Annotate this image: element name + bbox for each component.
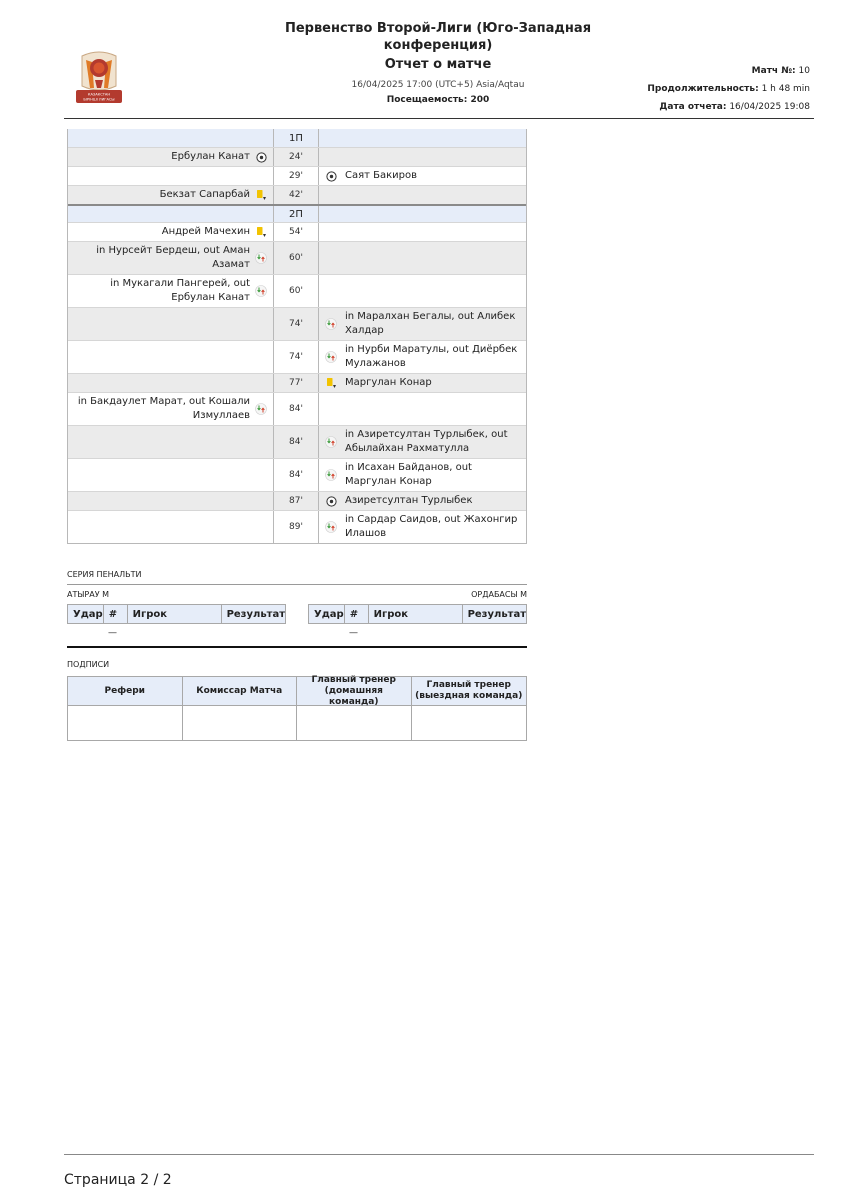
col-shot: Удар	[309, 605, 345, 623]
event-home-text: Ербулан Канат	[171, 151, 250, 162]
period-label: 2П	[273, 206, 319, 222]
event-minute: 29'	[273, 167, 319, 185]
match-duration	[647, 80, 810, 98]
event-away-cell	[319, 393, 526, 425]
report-date	[647, 98, 810, 116]
attendance	[264, 95, 612, 105]
event-home-cell	[68, 492, 273, 510]
event-row	[68, 340, 526, 373]
event-row	[68, 510, 526, 543]
signatures-table	[67, 676, 527, 741]
event-away-cell	[319, 426, 526, 458]
penalty-home-empty: —	[108, 628, 117, 638]
duration-label: Продолжительность:	[647, 84, 759, 94]
event-minute: 74'	[273, 341, 319, 373]
sig-cell-commissioner	[183, 706, 298, 740]
penalty-away-table-header	[308, 604, 527, 624]
col-shot: Удар	[68, 605, 104, 623]
event-row	[68, 392, 526, 425]
attendance-label: Посещаемость:	[386, 95, 468, 105]
goal-icon	[325, 495, 337, 507]
event-away-text: Азиретсултан Турлыбек	[345, 495, 473, 506]
event-home-text: in Нурсейт Бердеш, out Аман Азамат	[96, 245, 250, 270]
event-away-cell	[319, 308, 526, 340]
event-home-cell	[68, 341, 273, 373]
event-row	[68, 222, 526, 241]
match-number	[647, 62, 810, 80]
event-row	[68, 373, 526, 392]
title-block	[264, 20, 612, 105]
event-away-text: Саят Бакиров	[345, 170, 418, 181]
duration-value: 1 h 48 min	[761, 84, 810, 94]
event-minute: 84'	[273, 393, 319, 425]
event-home-cell	[68, 393, 273, 425]
event-away-text: in Азиретсултан Турлыбек, out Абылайхан Рахматулла	[345, 429, 508, 454]
event-away-cell	[319, 374, 526, 392]
event-home-cell	[68, 374, 273, 392]
report-title: Первенство Второй-Лиги (Юго-Западная конференция)	[284, 21, 592, 53]
event-home-cell	[68, 167, 273, 185]
yellow-card-icon	[255, 189, 267, 201]
event-away-text: in Нурби Маратулы, out Диёрбек Мулажанов	[345, 344, 518, 369]
sig-col-commissioner: Комиссар Матча	[183, 677, 298, 705]
penalty-away-empty: —	[349, 628, 358, 638]
substitution-icon	[325, 351, 337, 363]
substitution-icon	[255, 403, 267, 415]
event-away-cell	[319, 459, 526, 491]
match-meta	[647, 62, 810, 116]
event-minute: 24'	[273, 148, 319, 166]
penalty-bottom-rule	[67, 646, 527, 648]
sig-col-away-coach: Главный тренер (выездная команда)	[415, 680, 523, 701]
attendance-value: 200	[470, 95, 490, 105]
sig-cell-away-coach	[412, 706, 527, 740]
event-home-text: Бекзат Сапарбай	[159, 189, 250, 200]
penalty-section-title: СЕРИЯ ПЕНАЛЬТИ	[67, 570, 142, 579]
signatures-body	[68, 706, 526, 740]
period-header-second-half	[68, 204, 526, 222]
event-minute: 89'	[273, 511, 319, 543]
event-home-text: in Бакдаулет Марат, out Кошали Измуллаев	[77, 396, 250, 421]
col-result: Результат	[226, 608, 285, 620]
report-header	[64, 18, 814, 119]
event-away-text: in Исахан Байданов, out Маргулан Конар	[345, 462, 472, 487]
penalty-away-team: ОРДАБАСЫ М	[471, 590, 527, 599]
yellow-card-icon	[325, 377, 337, 389]
event-away-cell	[319, 511, 526, 543]
event-home-text: Андрей Мачехин	[161, 226, 250, 237]
yellow-card-icon	[255, 226, 267, 238]
event-home-cell	[68, 148, 273, 166]
event-home-cell	[68, 459, 273, 491]
event-minute: 60'	[273, 275, 319, 307]
event-minute: 74'	[273, 308, 319, 340]
event-away-cell	[319, 341, 526, 373]
col-player: Игрок	[128, 605, 222, 623]
event-row	[68, 241, 526, 274]
event-away-cell	[319, 167, 526, 185]
penalty-home-team: АТЫРАУ М	[67, 590, 110, 599]
event-minute: 84'	[273, 459, 319, 491]
event-away-cell	[319, 186, 526, 204]
period-header-first-half	[68, 129, 526, 147]
report-subtitle: Отчет о матче	[384, 57, 492, 72]
col-result: Результат	[467, 608, 526, 620]
col-player: Игрок	[369, 605, 463, 623]
svg-text:КАЗАКСТАН: КАЗАКСТАН	[87, 92, 111, 97]
event-away-text: Маргулан Конар	[345, 377, 432, 388]
match-datetime: 16/04/2025 17:00 (UTC+5) Asia/Aqtau	[351, 80, 525, 90]
event-minute: 84'	[273, 426, 319, 458]
sig-cell-home-coach	[297, 706, 412, 740]
penalty-home-table-header	[67, 604, 286, 624]
event-home-text: in Мукагали Пангерей, out Ербулан Канат	[110, 278, 250, 303]
event-row	[68, 491, 526, 510]
event-away-cell	[319, 275, 526, 307]
league-logo	[76, 50, 122, 106]
event-away-text: in Маралхан Бегалы, out Алибек Халдар	[345, 311, 516, 336]
event-row	[68, 185, 526, 204]
col-number: #	[104, 605, 128, 623]
event-row	[68, 458, 526, 491]
event-minute: 42'	[273, 186, 319, 204]
event-row	[68, 425, 526, 458]
page-number: Страница 2 / 2	[64, 1172, 172, 1188]
event-minute: 87'	[273, 492, 319, 510]
event-home-cell	[68, 511, 273, 543]
substitution-icon	[325, 469, 337, 481]
event-home-cell	[68, 223, 273, 241]
substitution-icon	[255, 285, 267, 297]
svg-text:БІРІНШІ ЛИГАСЫ: БІРІНШІ ЛИГАСЫ	[83, 97, 115, 102]
report-date-value: 16/04/2025 19:08	[729, 102, 810, 112]
event-home-cell	[68, 426, 273, 458]
event-away-cell	[319, 242, 526, 274]
event-minute: 60'	[273, 242, 319, 274]
event-home-cell	[68, 186, 273, 204]
report-date-label: Дата отчета:	[659, 102, 727, 112]
event-minute: 77'	[273, 374, 319, 392]
substitution-icon	[325, 521, 337, 533]
col-number: #	[345, 605, 369, 623]
event-row	[68, 274, 526, 307]
goal-icon	[255, 151, 267, 163]
penalty-divider	[67, 584, 527, 585]
match-number-value: 10	[798, 66, 810, 76]
footer-divider	[64, 1154, 814, 1155]
event-away-cell	[319, 492, 526, 510]
event-home-cell	[68, 275, 273, 307]
event-away-cell	[319, 223, 526, 241]
event-minute: 54'	[273, 223, 319, 241]
goal-icon	[325, 170, 337, 182]
substitution-icon	[255, 252, 267, 264]
signatures-header	[68, 674, 526, 707]
event-home-cell	[68, 308, 273, 340]
event-row	[68, 147, 526, 166]
substitution-icon	[325, 318, 337, 330]
signatures-title: ПОДПИСИ	[67, 660, 110, 669]
sig-col-referee: Рефери	[68, 677, 183, 705]
event-row	[68, 166, 526, 185]
match-events-table	[67, 129, 527, 544]
sig-col-home-coach: Главный тренер (домашняя команда)	[297, 677, 412, 705]
match-number-label: Матч №:	[751, 66, 796, 76]
substitution-icon	[325, 436, 337, 448]
event-away-text: in Сардар Саидов, out Жахонгир Илашов	[345, 514, 518, 539]
event-away-cell	[319, 148, 526, 166]
sig-cell-referee	[68, 706, 183, 740]
event-row	[68, 307, 526, 340]
event-home-cell	[68, 242, 273, 274]
period-label: 1П	[273, 129, 319, 147]
